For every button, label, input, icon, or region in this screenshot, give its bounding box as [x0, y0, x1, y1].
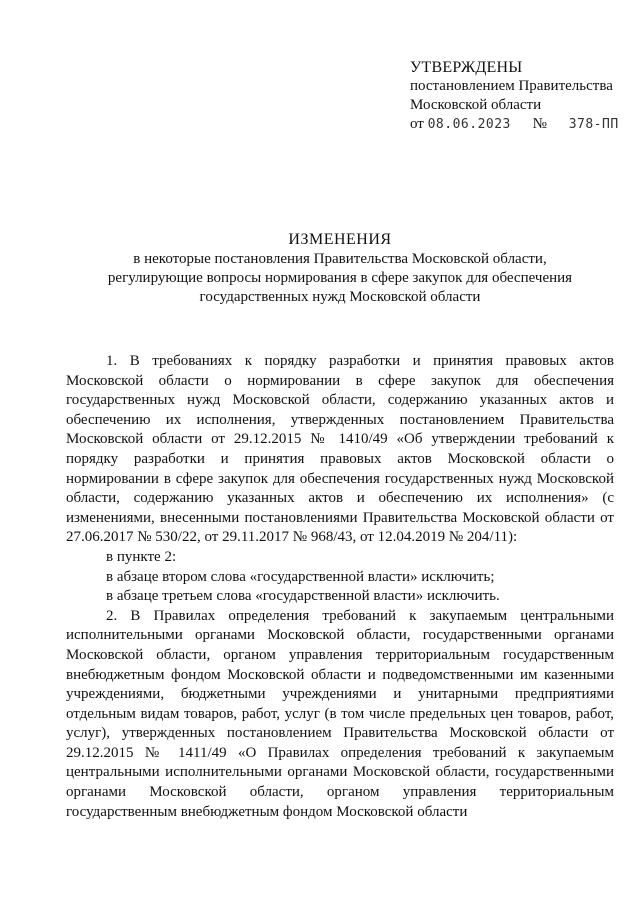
- document-subtitle-line-1: в некоторые постановления Правительства Московской области,: [133, 251, 547, 267]
- approval-number-sign: №: [532, 116, 547, 132]
- approval-date-line: [410, 115, 635, 134]
- document-subtitle-line-3: государственных нужд Московской области: [199, 289, 481, 305]
- paragraph-3: в абзаце втором слова «государственной власти» исключить;: [106, 568, 495, 585]
- paragraph-1: 1. В требованиях к порядку разработки и принятия правовых актов Московской области о нормировании в сфере закупок для обеспечения государственных нужд Московской области, содержанию указанных актов и обеспечению их исполнения, утвержденных постановлением Правительства Московской области от 29.12.2015 № 1410/49 «Об утверждении требований к порядку разработки и принятия правовых актов Московской области о нормировании в сфере закупок для обеспечения государственных нужд Московской области, содержанию указанных актов и обеспечению их исполнения» (с изменениями, внесенными постановлениями Правительства Московской области от 27.06.2017 № 530/22, от 29.11.2017 № 968/43, от 12.04.2019 № 204/11):: [66, 353, 614, 546]
- paragraph-4: в абзаце третьем слова «государственной власти» исключить.: [106, 588, 500, 605]
- document-body: [66, 352, 614, 822]
- approval-heading: УТВЕРЖДЕНЫ: [410, 59, 523, 76]
- title-block: [60, 230, 620, 307]
- approval-block: [410, 58, 635, 134]
- approval-line-2: Московской области: [410, 97, 542, 113]
- approval-number: 378-ПП: [568, 117, 619, 132]
- document-subtitle-line-2: регулирующие вопросы нормирования в сфере закупок для обеспечения: [107, 270, 573, 286]
- paragraph-2: в пункте 2:: [106, 548, 177, 565]
- approval-prefix: от: [410, 116, 424, 132]
- document-title: ИЗМЕНЕНИЯ: [288, 231, 392, 248]
- approval-line-1: постановлением Правительства: [410, 78, 613, 94]
- approval-date: 08.06.2023: [427, 117, 511, 132]
- paragraph-5: 2. В Правилах определения требований к закупаемым центральными исполнительными органами Московской области, государственными органами Московской области, органом управления территориальным государственным внебюджетным фондом Московской области и подведомственными им казенными учреждениями, бюджетными учреждениями и унитарными предприятиями отдельным видам товаров, работ, услуг (в том числе предельных цен товаров, работ, услуг), утвержденных постановлением Правительства Московской области от 29.12.2015 № 1411/49 «О Правилах определения требований к закупаемым центральными исполнительными органами Московской области, государственными органами Московской области, органом управления территориальным государственным внебюджетным фондом Московской области: [66, 607, 614, 820]
